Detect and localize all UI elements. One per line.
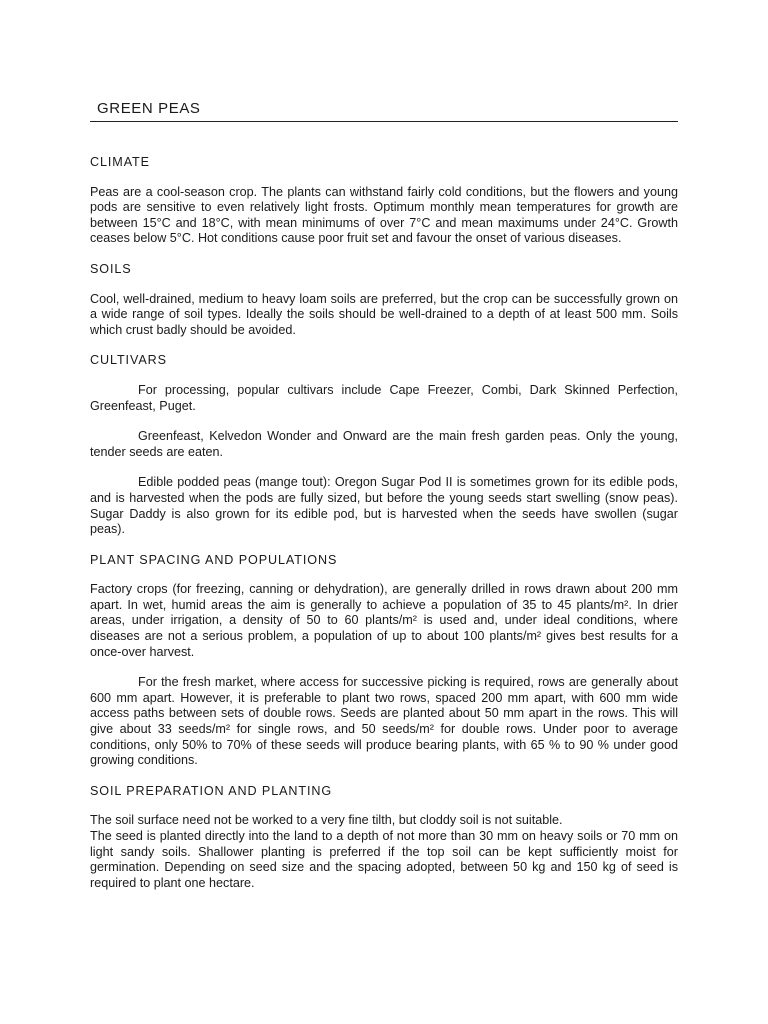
paragraph: The seed is planted directly into the land to a depth of not more than 30 mm on heavy soils or 70 mm on light sandy soils. Shallower planting is preferred if the top soil can be kept sufficiently moist for germination. Depending on seed size and the spacing adopted, between 50 kg and 150 kg of seed is required to plant one hectare.: [90, 829, 678, 890]
paragraph: The soil surface need not be worked to a very fine tilth, but cloddy soil is not suitable.: [90, 813, 563, 828]
section-heading-spacing: PLANT SPACING AND POPULATIONS: [90, 552, 338, 567]
title-underline: [90, 121, 678, 122]
section-heading-preparation: SOIL PREPARATION AND PLANTING: [90, 783, 333, 798]
paragraph: For processing, popular cultivars include Cape Freezer, Combi, Dark Skinned Perfection, Greenfeast, Puget.: [90, 382, 678, 413]
section-climate: [90, 155, 678, 247]
paragraph: Greenfeast, Kelvedon Wonder and Onward are the main fresh garden peas. Only the young, tender seeds are eaten.: [90, 429, 678, 459]
paragraph: Peas are a cool-season crop. The plants can withstand fairly cold conditions, but the flowers and young pods are sensitive to even relatively light frosts. Optimum monthly mean temperatures for growth are between 15°C and 18°C, with mean minimums of over 7°C and mean maximums under 24°C. Growth ceases below 5°C. Hot conditions cause poor fruit set and favour the onset of various diseases.: [90, 184, 678, 246]
paragraph: For the fresh market, where access for successive picking is required, rows are generally about 600 mm apart. However, it is preferable to plant two rows, spaced 200 mm apart, with 600 mm wide access paths between sets of double rows. Seeds are planted about 50 mm apart in the rows. This will give about 33 seeds/m² for single rows, and 50 seeds/m² for double rows. Under poor to average conditions, only 50% to 70% of these seeds will produce bearing plants, with 65 % to 90 % under good growing conditions.: [90, 675, 678, 768]
section-heading-climate: CLIMATE: [90, 155, 150, 169]
section-cultivars: [90, 353, 678, 537]
section-preparation: [90, 784, 678, 892]
paragraph: Cool, well-drained, medium to heavy loam soils are preferred, but the crop can be successfully grown on a wide range of soil types. Ideally the soils should be well-drained to a depth of at least 500 mm. Soils which crust badly should be avoided.: [90, 291, 678, 337]
section-soils: [90, 262, 678, 338]
paragraph: Edible podded peas (mange tout): Oregon Sugar Pod II is sometimes grown for its edible pods, and is harvested when the pods are fully sized, but before the young seeds start swelling (snow peas). Sugar Daddy is also grown for its edible pod, but is harvested when the seeds have swollen (sugar peas).: [90, 475, 678, 537]
paragraph: Factory crops (for freezing, canning or dehydration), are generally drilled in rows drawn about 200 mm apart. In wet, humid areas the aim is generally to achieve a population of 35 to 45 plants/m². In drier areas, under irrigation, a density of 50 to 60 plants/m² is used and, under ideal conditions, where diseases are not a serious problem, a population of up to about 100 plants/m² gives best results for a once-over harvest.: [90, 582, 678, 659]
section-heading-cultivars: CULTIVARS: [90, 353, 167, 368]
section-heading-soils: SOILS: [90, 261, 132, 276]
page-title: GREEN PEAS: [97, 100, 201, 117]
document-body: [90, 155, 678, 906]
section-spacing: [90, 553, 678, 769]
